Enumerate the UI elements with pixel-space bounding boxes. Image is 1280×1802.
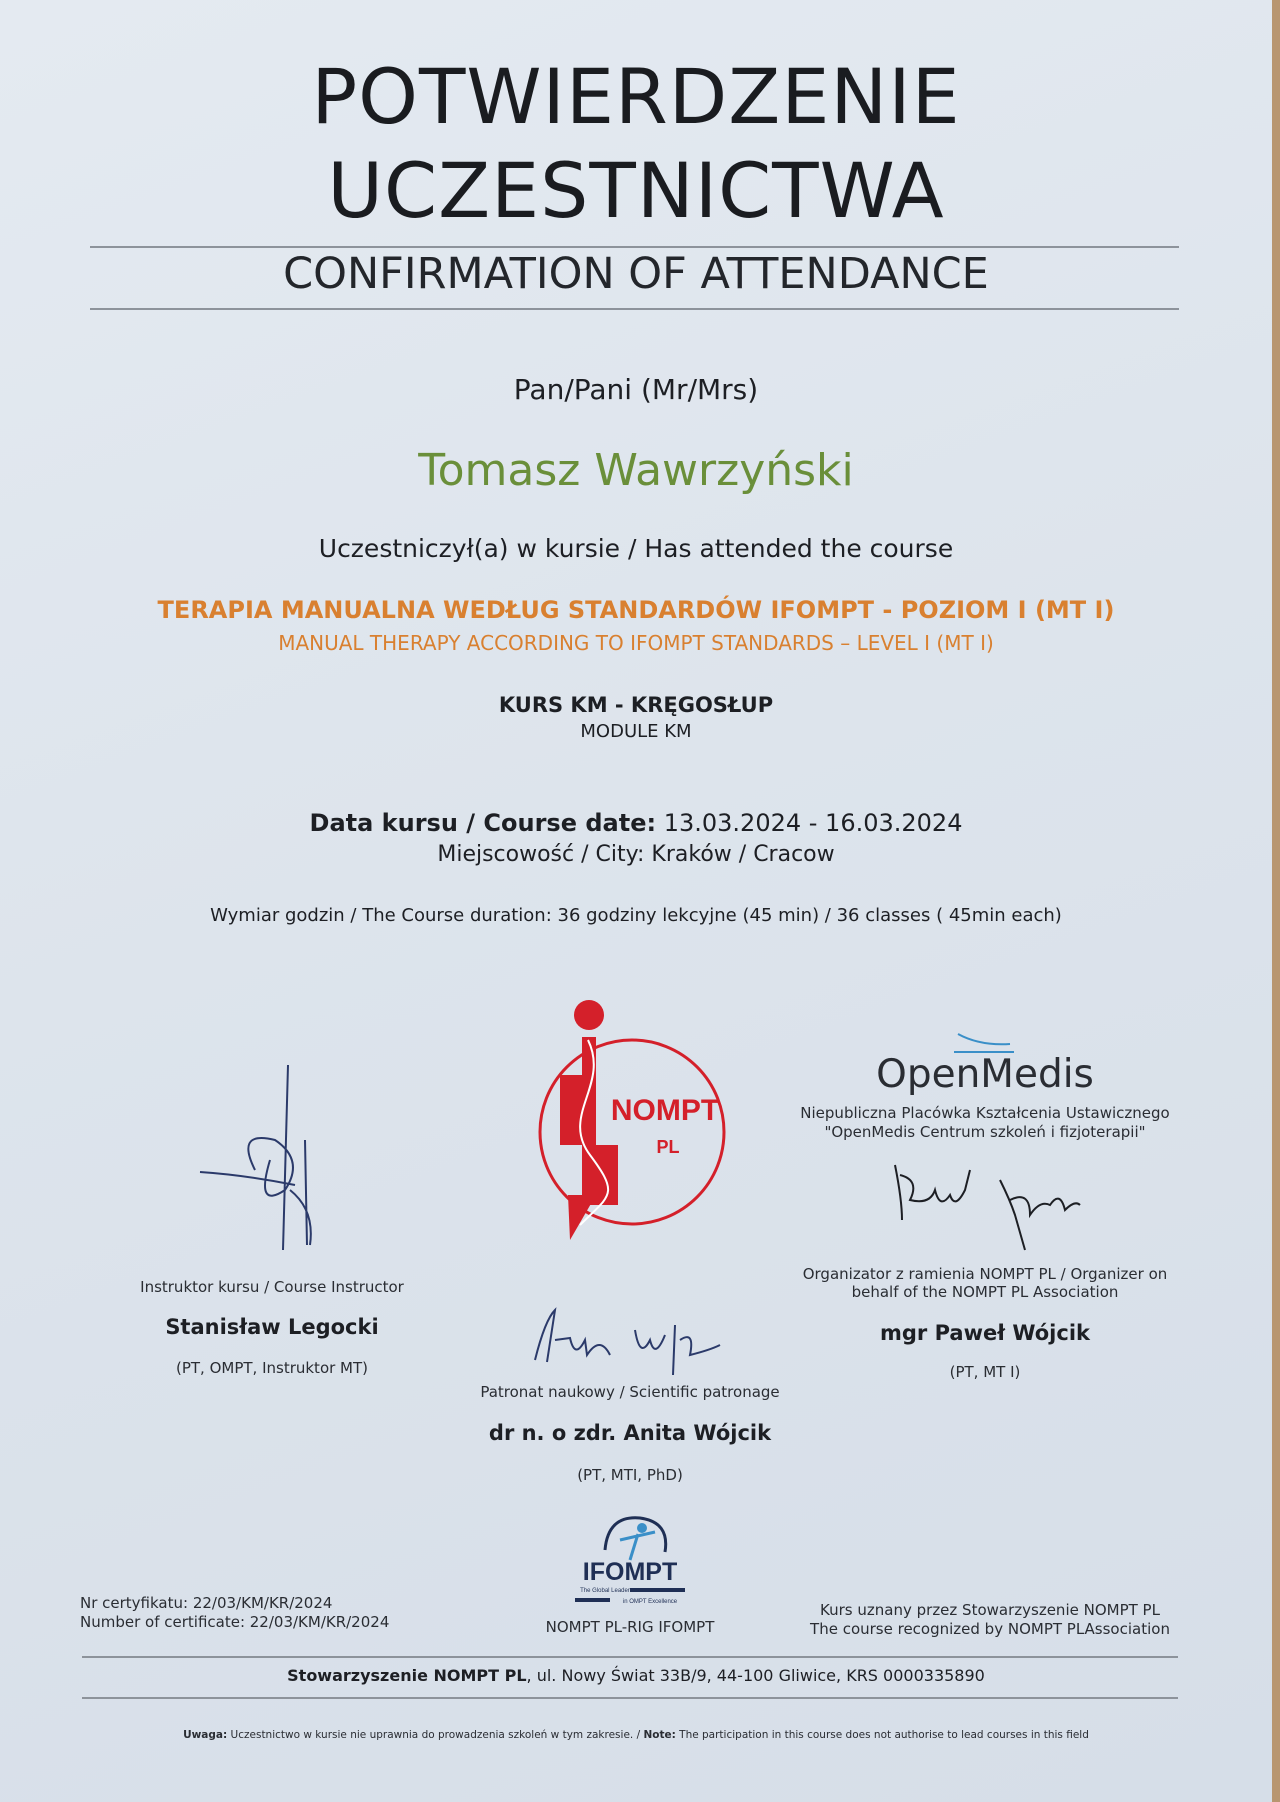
- certificate-number-en: Number of certificate: 22/03/KM/KR/2024: [80, 1613, 390, 1631]
- instructor-titles: (PT, OMPT, Instruktor MT): [175, 1359, 369, 1377]
- city: Miejscowość / City: Kraków / Cracow: [437, 842, 835, 867]
- note-label-pl: Uwaga:: [183, 1729, 228, 1741]
- ifompt-logo: [560, 1510, 700, 1615]
- openmedis-line-1: Niepubliczna Placówka Kształcenia Ustawicznego: [800, 1104, 1170, 1122]
- date-value: 13.03.2024 - 16.03.2024: [663, 809, 963, 837]
- organizer-name: mgr Paweł Wójcik: [880, 1321, 1090, 1345]
- title-line-2: UCZESTNICTWA: [327, 146, 945, 235]
- patron-signature: [525, 1300, 735, 1380]
- participant-name: Tomasz Wawrzyński: [418, 445, 854, 496]
- organizer-signature: [890, 1160, 1090, 1260]
- footer-address-text: , ul. Nowy Świat 33B/9, 44-100 Gliwice, KRS 0000335890: [526, 1666, 985, 1685]
- patron-titles: (PT, MTI, PhD): [577, 1466, 683, 1484]
- note-text-pl: Uczestnictwo w kursie nie uprawnia do prowadzenia szkoleń w tym zakresie. /: [227, 1729, 644, 1741]
- module-en: MODULE KM: [580, 721, 692, 742]
- module-pl: KURS KM - KRĘGOSŁUP: [498, 693, 774, 717]
- salutation: Pan/Pani (Mr/Mrs): [513, 373, 759, 406]
- duration: Wymiar godzin / The Course duration: 36 godziny lekcyjne (45 min) / 36 classes ( 45min each): [210, 905, 1062, 926]
- certificate-number-pl: Nr certyfikatu: 22/03/KM/KR/2024: [80, 1594, 333, 1612]
- footer-address: [0, 1666, 1272, 1685]
- ifompt-tagline-2: in OMPT Excellence: [622, 1599, 678, 1605]
- subtitle: CONFIRMATION OF ATTENDANCE: [283, 249, 989, 299]
- course-title-pl: TERAPIA MANUALNA WEDŁUG STANDARDÓW IFOMPT - POZIOM I (MT I): [157, 596, 1115, 624]
- organizer-role-2: behalf of the NOMPT PL Association: [851, 1283, 1119, 1301]
- recognized-en: The course recognized by NOMPT PLAssociation: [810, 1620, 1170, 1638]
- nompt-logo-pl: PL: [656, 1137, 680, 1157]
- ifompt-tagline-1: The Global Leader: [580, 1588, 630, 1594]
- openmedis-logo: OpenMedis: [876, 1052, 1094, 1097]
- divider: [90, 246, 1179, 248]
- disclaimer-note: [0, 1729, 1272, 1741]
- note-text-en: The participation in this course does not authorise to lead courses in this field: [675, 1729, 1089, 1741]
- organizer-titles: (PT, MT I): [949, 1363, 1021, 1381]
- recognized-pl: Kurs uznany przez Stowarzyszenie NOMPT PL: [820, 1601, 1160, 1619]
- nompt-pl-logo: [520, 995, 740, 1245]
- divider: [90, 308, 1179, 310]
- openmedis-line-2: "OpenMedis Centrum szkoleń i fizjoterapii": [824, 1123, 1146, 1141]
- instructor-role: Instruktor kursu / Course Instructor: [140, 1278, 404, 1296]
- divider: [82, 1697, 1178, 1699]
- instructor-signature: [195, 1060, 335, 1260]
- organizer-role-1: Organizator z ramienia NOMPT PL / Organizer on: [802, 1265, 1168, 1283]
- title-line-1: POTWIERDZENIE: [311, 52, 961, 141]
- attended-text: Uczestniczył(a) w kursie / Has attended the course: [318, 534, 954, 563]
- course-date: [0, 809, 1272, 837]
- course-title-en: MANUAL THERAPY ACCORDING TO IFOMPT STANDARDS – LEVEL I (MT I): [278, 631, 994, 655]
- nompt-logo-text: NOMPT: [610, 1094, 720, 1127]
- instructor-name: Stanisław Legocki: [165, 1315, 379, 1339]
- patron-role: Patronat naukowy / Scientific patronage: [480, 1383, 780, 1401]
- patron-name: dr n. o zdr. Anita Wójcik: [488, 1421, 772, 1445]
- ifompt-caption: NOMPT PL-RIG IFOMPT: [545, 1618, 715, 1636]
- note-label-en: Note:: [643, 1729, 676, 1741]
- date-label: Data kursu / Course date:: [309, 809, 657, 837]
- footer-org: Stowarzyszenie NOMPT PL: [287, 1666, 527, 1685]
- divider: [82, 1656, 1178, 1658]
- ifompt-logo-text: IFOMPT: [582, 1558, 678, 1586]
